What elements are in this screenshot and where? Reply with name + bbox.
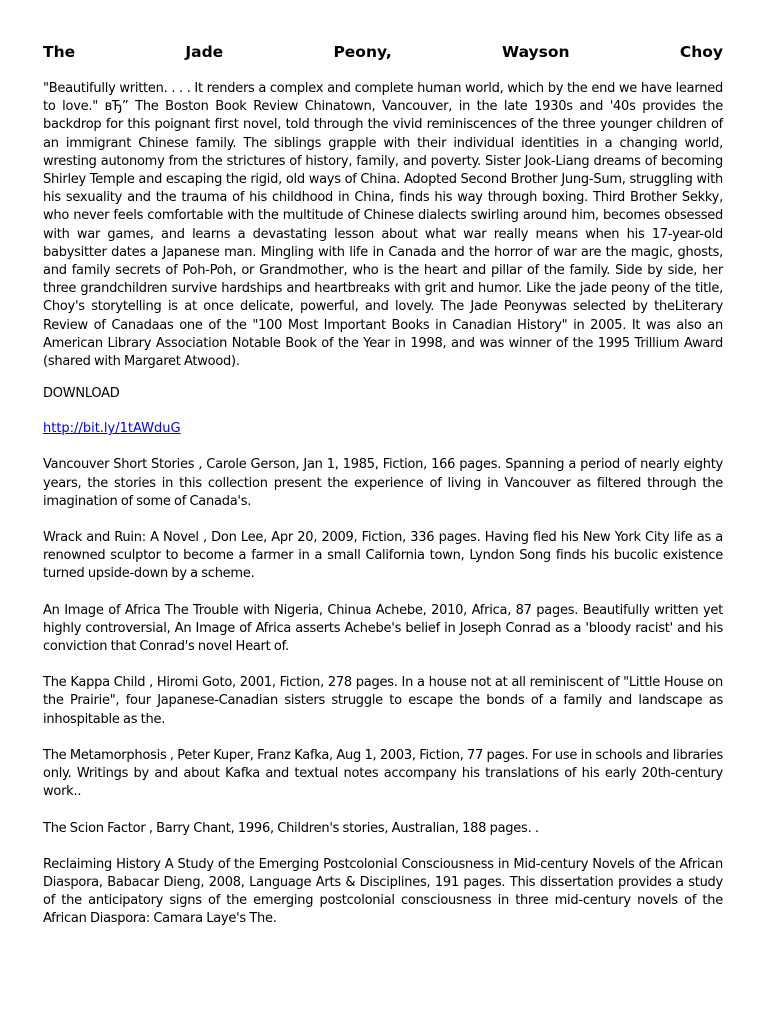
download-label: DOWNLOAD bbox=[43, 386, 120, 402]
document-page bbox=[43, 0, 723, 929]
title-word: Choy bbox=[679, 43, 723, 61]
related-book-entry: The Kappa Child , Hiromi Goto, 2001, Fiction, 278 pages. In a house not at all reminiscent of "Little House on the Prairie", four Japanese-Canadian sisters struggle to escape the bonds of a family and landscape as inhospitable as the. bbox=[43, 675, 723, 727]
related-book-entry: Vancouver Short Stories , Carole Gerson, Jan 1, 1985, Fiction, 166 pages. Spanning a period of nearly eighty years, the stories in this collection present the experience of living in Vancouver as filtered through the imagination of some of Canada's. bbox=[43, 457, 723, 509]
related-book-entry: Reclaiming History A Study of the Emerging Postcolonial Consciousness in Mid-century Novels of the African Diaspora, Babacar Dieng, 2008, Language Arts & Disciplines, 191 pages. This dissertation provides a study of the anticipatory signs of the emerging postcolonial consciousness in three mid-century novels of the African Diaspora: Camara Laye's The. bbox=[43, 856, 723, 927]
related-book-entry: The Scion Factor , Barry Chant, 1996, Children's stories, Australian, 188 pages. . bbox=[43, 820, 539, 836]
title-word: Jade bbox=[185, 43, 224, 61]
title-word: The bbox=[43, 43, 76, 61]
related-book-entry: The Metamorphosis , Peter Kuper, Franz Kafka, Aug 1, 2003, Fiction, 77 pages. For use in schools and libraries only. Writings by and about Kafka and textual notes accompany his translations of his early 20th-century work.. bbox=[43, 747, 723, 800]
document-title bbox=[43, 40, 723, 64]
download-link[interactable]: http://bit.ly/1tAWduG bbox=[43, 421, 181, 437]
title-word: Wayson bbox=[502, 43, 570, 61]
related-book-entry: An Image of Africa The Trouble with Nigeria, Chinua Achebe, 2010, Africa, 87 pages. Beautifully written yet highly controversial, An Image of Africa asserts Achebe's belief in Joseph Conrad as a 'bloody racist' and his conviction that Conrad's novel Heart of. bbox=[43, 602, 723, 655]
title-word: Peony, bbox=[333, 43, 392, 61]
book-description: "Beautifully written. . . . It renders a complex and complete human world, which by the end we have learned to love." вЂ” The Boston Book Review Chinatown, Vancouver, in the late 1930s and '40s provides the backdrop for this poignant first novel, told through the vivid reminiscences of the three younger children of an immigrant Chinese family. The siblings grapple with their individual identities in a changing world, wresting autonomy from the strictures of history, family, and poverty. Sister Jook-Liang dreams of becoming Shirley Temple and escaping the rigid, old ways of China. Adopted Second Brother Jung-Sum, struggling with his sexuality and the trauma of his childhood in China, finds his way through boxing. Third Brother Sekky, who never feels comfortable with the multitude of Chinese dialects swirling around him, becomes obsessed with war games, and learns a devastating lesson about what war really means when his 17-year-old babysitter dates a Japanese man. Mingling with life in Canada and the horror of war are the magic, ghosts, and family secrets of Poh-Poh, or Grandmother, who is the heart and pillar of the family. Side by side, her three grandchildren survive hardships and heartbreaks with grit and humor. Like the jade peony of the title, Choy's storytelling is at once delicate, powerful, and lovely. The Jade Peonywas selected by theLiterary Review of Canadaas one of the "100 Most Important Books in Canadian History" in 2005. It was also an American Library Association Notable Book of the Year in 1998, and was winner of the 1995 Trillium Award (shared with Margaret Atwood). bbox=[43, 81, 723, 370]
related-book-entry: Wrack and Ruin: A Novel , Don Lee, Apr 20, 2009, Fiction, 336 pages. Having fled his New York City life as a renowned sculptor to become a farmer in a small California town, Lyndon Song finds his bucolic existence turned upside-down by a scheme. bbox=[43, 530, 723, 582]
